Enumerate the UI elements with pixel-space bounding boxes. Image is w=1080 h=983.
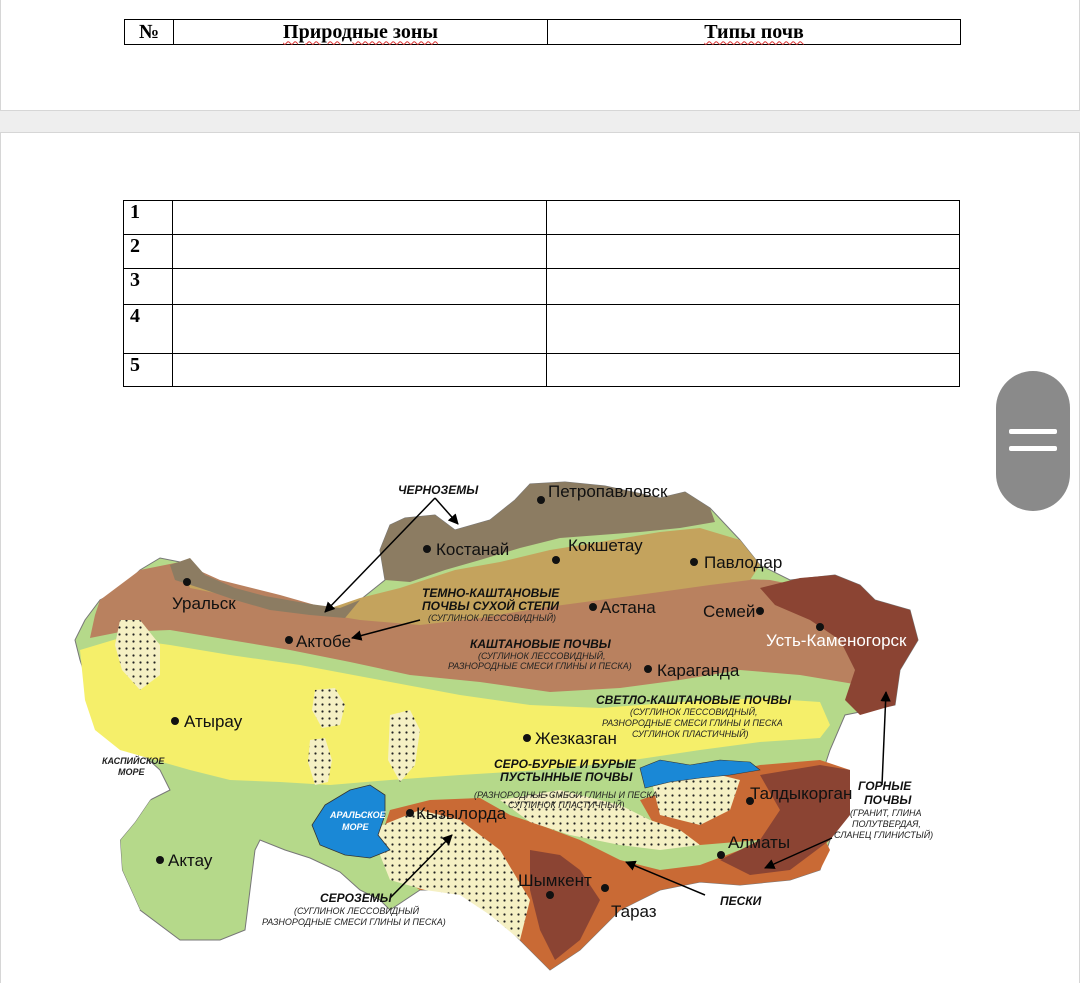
soil-cell[interactable] [547, 269, 960, 305]
city-label: Тараз [611, 902, 657, 921]
caspian-label: МОРЕ [118, 767, 145, 777]
caspian-label: КАСПИЙСКОЕ [102, 756, 165, 766]
grey-brown-sub: СУГЛИНОК ПЛАСТИЧНЫЙ) [508, 800, 625, 810]
soil-cell[interactable] [547, 354, 960, 387]
city-label: Кызылорда [416, 804, 507, 823]
table-row [124, 354, 960, 387]
city-label: Алматы [728, 833, 791, 852]
chestnut-label: КАШТАНОВЫЕ ПОЧВЫ [470, 637, 611, 651]
row-number: 3 [124, 269, 173, 305]
grey-brown-label: ПУСТЫННЫЕ ПОЧВЫ [500, 770, 633, 784]
document-page-1 [0, 0, 1080, 111]
header-row [125, 20, 961, 45]
city-label: Астана [600, 598, 656, 617]
table-row [124, 269, 960, 305]
zone-cell[interactable] [173, 354, 547, 387]
city-label: Кокшетау [568, 536, 643, 555]
grip-line-icon [1009, 429, 1057, 434]
row-number: 2 [124, 235, 173, 269]
answer-table [123, 200, 960, 387]
zone-cell[interactable] [173, 235, 547, 269]
table-row [124, 235, 960, 269]
light-chestnut-sub: (СУГЛИНОК ЛЕССОВИДНЫЙ, [630, 707, 758, 717]
kazakhstan-soil-map [60, 470, 960, 980]
soil-cell[interactable] [547, 235, 960, 269]
city-label: Костанай [436, 540, 510, 559]
light-chestnut-sub: СУГЛИНОК ПЛАСТИЧНЫЙ) [632, 729, 749, 739]
city-label: Семей [703, 602, 756, 621]
soil-cell[interactable] [547, 201, 960, 235]
city-label: Талдыкорган [750, 784, 853, 803]
zone-cell[interactable] [173, 201, 547, 235]
light-chestnut-sub: РАЗНОРОДНЫЕ СМЕСИ ГЛИНЫ И ПЕСКА [602, 718, 783, 728]
table-row [124, 305, 960, 354]
dark-chestnut-label: ТЕМНО-КАШТАНОВЫЕ [422, 586, 560, 600]
grey-brown-label: СЕРО-БУРЫЕ И БУРЫЕ [494, 757, 636, 771]
serozems-label: СЕРОЗЕМЫ [320, 891, 392, 905]
soil-cell[interactable] [547, 305, 960, 354]
chernozems-label: ЧЕРНОЗЕМЫ [398, 483, 479, 497]
dark-chestnut-sub: (СУГЛИНОК ЛЕССОВИДНЫЙ) [428, 613, 557, 623]
light-chestnut-label: СВЕТЛО-КАШТАНОВЫЕ ПОЧВЫ [596, 693, 791, 707]
mountain-label: ГОРНЫЕ [858, 779, 912, 793]
scroll-handle[interactable] [996, 371, 1070, 511]
city-label: Усть-Каменогорск [766, 631, 907, 650]
city-label: Жезказган [535, 729, 617, 748]
city-label: Актобе [296, 632, 352, 651]
header-table [124, 19, 961, 45]
city-label: Атырау [184, 712, 243, 731]
city-label: Уральск [172, 594, 236, 613]
chestnut-sub: (СУГЛИНОК ЛЕССОВИДНЫЙ, [478, 651, 606, 661]
mountain-sub: ПОЛУТВЕРДАЯ, [852, 819, 921, 829]
mountain-label: ПОЧВЫ [864, 793, 912, 807]
zone-cell[interactable] [173, 305, 547, 354]
dark-chestnut-label: ПОЧВЫ СУХОЙ СТЕПИ [422, 599, 560, 613]
city-label: Караганда [657, 661, 740, 680]
sands-label: ПЕСКИ [720, 894, 762, 908]
natural-zones-header: Природные зоны [174, 20, 548, 45]
number-header: № [125, 20, 174, 45]
city-label: Актау [168, 851, 213, 870]
city-label: Павлодар [704, 553, 783, 572]
row-number: 1 [124, 201, 173, 235]
table-row [124, 201, 960, 235]
soil-types-header: Типы почв [548, 20, 961, 45]
aral-label: АРАЛЬСКОЕ [330, 810, 386, 820]
city-label: Шымкент [518, 871, 592, 890]
serozems-sub: РАЗНОРОДНЫЕ СМЕСИ ГЛИНЫ И ПЕСКА) [262, 917, 446, 927]
serozems-sub: (СУГЛИНОК ЛЕССОВИДНЫЙ [294, 906, 420, 916]
row-number: 5 [124, 354, 173, 387]
mountain-sub: (ГРАНИТ, ГЛИНА [850, 808, 922, 818]
aral-label: МОРЕ [342, 822, 369, 832]
mountain-sub: СЛАНЕЦ ГЛИНИСТЫЙ) [834, 830, 934, 840]
grey-brown-sub: (РАЗНОРОДНЫЕ СМЕСИ ГЛИНЫ И ПЕСКА [474, 790, 658, 800]
chestnut-sub: РАЗНОРОДНЫЕ СМЕСИ ГЛИНЫ И ПЕСКА) [448, 661, 632, 671]
grip-line-icon [1009, 446, 1057, 451]
zone-cell[interactable] [173, 269, 547, 305]
city-label: Петропавловск [548, 482, 668, 501]
row-number: 4 [124, 305, 173, 354]
